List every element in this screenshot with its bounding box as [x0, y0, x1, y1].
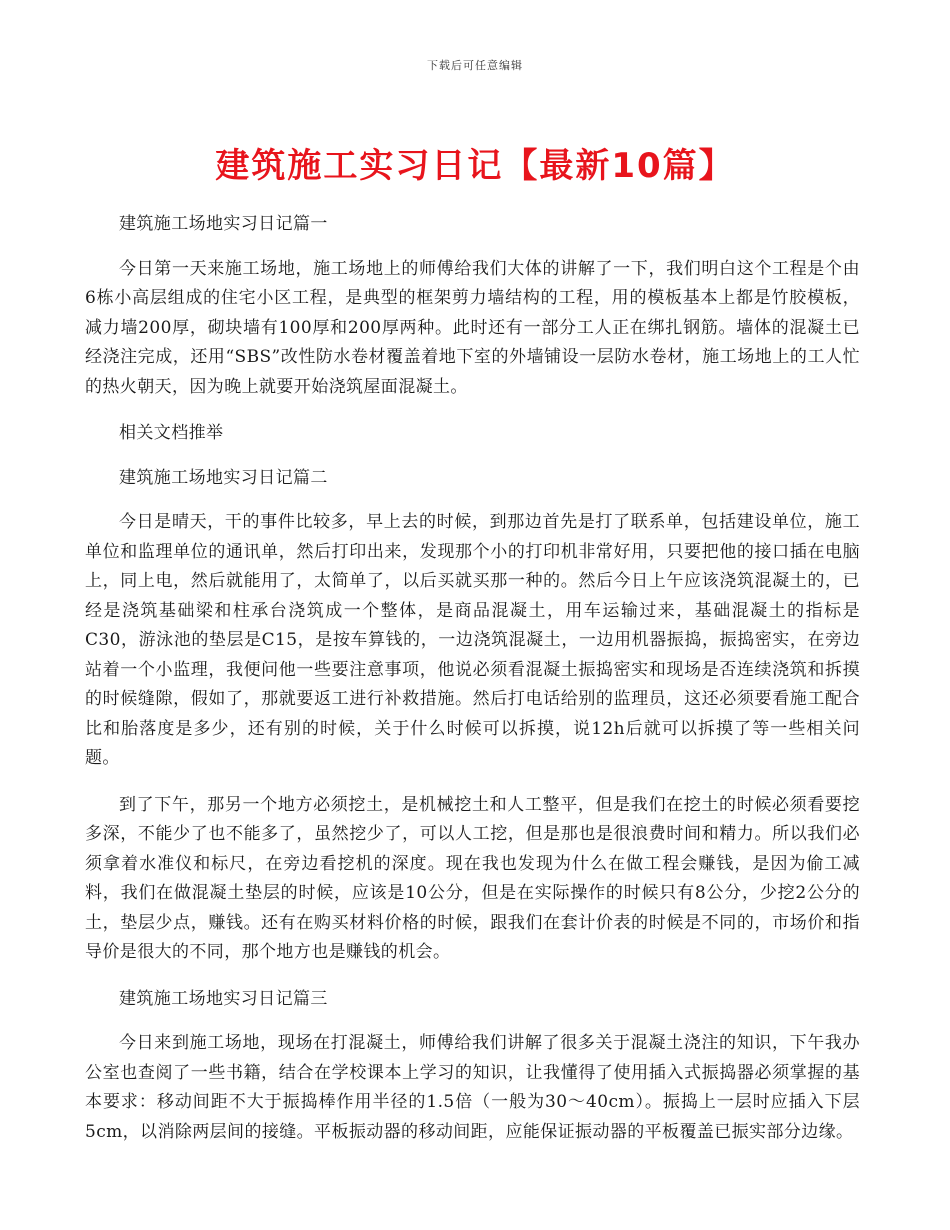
- related-docs-heading: 相关文档推举: [119, 423, 224, 443]
- header-note: 下载后可任意编辑: [427, 59, 523, 72]
- paragraph-4: 今日来到施工场地，现场在打混凝土，师傅给我们讲解了很多关于混凝土浇注的知识，下午我办公室也查阅了一些书籍，结合在学校课本上学习的知识，让我懂得了使用插入式振捣器必须掌握的基本要求：移动间距不大于振捣棒作用半径的1.5倍（一般为30～40cm）。振捣上一层时应插入下层5cm，以消除两层间的接缝。平板振动器的移动间距，应能保证振动器的平板覆盖已振实部分边缘。: [85, 1033, 860, 1142]
- document-title: 建筑施工实习日记【最新10篇】: [215, 146, 735, 186]
- document-body: [85, 210, 860, 1164]
- paragraph-2: 今日是晴天，干的事件比较多，早上去的时候，到那边首先是打了联系单，包括建设单位，施工单位和监理单位的通讯单，然后打印出来，发现那个小的打印机非常好用，只要把他的接口插在电脑上，同上电，然后就能用了，太简单了，以后买就买那一种的。然后今日上午应该浇筑混凝土的，已经是浇筑基础梁和柱承台浇筑成一个整体，是商品混凝土，用车运输过来，基础混凝土的指标是C30，游泳池的垫层是C15，是按车算钱的，一边浇筑混凝土，一边用机器振捣，振捣密实，在旁边站着一个小监理，我便问他一些要注意事项，他说必须看混凝土振捣密实和现场是否连续浇筑和拆摸的时候缝隙，假如了，那就要返工进行补救措施。然后打电话给别的监理员，这还必须要看施工配合比和胎落度是多少，还有别的时候，关于什么时候可以拆摸，说12h后就可以拆摸了等一些相关问题。: [85, 512, 860, 768]
- paragraph-3: 到了下午，那另一个地方必须挖土，是机械挖土和人工整平，但是我们在挖土的时候必须看要挖多深，不能少了也不能多了，虽然挖少了，可以人工挖，但是那也是很浪费时间和精力。所以我们必须拿着水准仪和标尺，在旁边看挖机的深度。现在我也发现为什么在做工程会赚钱，是因为偷工减料，我们在做混凝土垫层的时候，应该是10公分，但是在实际操作的时候只有8公分，少挖2公分的土，垫层少点，赚钱。还有在购买材料价格的时候，跟我们在套计价表的时候是不同的，市场价和指导价是很大的不同，那个地方也是赚钱的机会。: [85, 794, 860, 962]
- section-heading-3: 建筑施工场地实习日记篇三: [119, 988, 328, 1009]
- section-heading-1: 建筑施工场地实习日记篇一: [119, 214, 328, 234]
- section-heading-2: 建筑施工场地实习日记篇二: [119, 467, 328, 488]
- paragraph-1: 今日第一天来施工场地，施工场地上的师傅给我们大体的讲解了一下，我们明白这个工程是个由6栋小高层组成的住宅小区工程，是典型的框架剪力墙结构的工程，用的模板基本上都是竹胶模板，减力墙200厚，砌块墙有100厚和200厚两种。此时还有一部分工人正在绑扎钢筋。墙体的混凝土已经浇注完成，还用“SBS”改性防水卷材覆盖着地下室的外墙铺设一层防水卷材，施工场地上的工人忙的热火朝天，因为晚上就要开始浇筑屋面混凝土。: [85, 258, 860, 397]
